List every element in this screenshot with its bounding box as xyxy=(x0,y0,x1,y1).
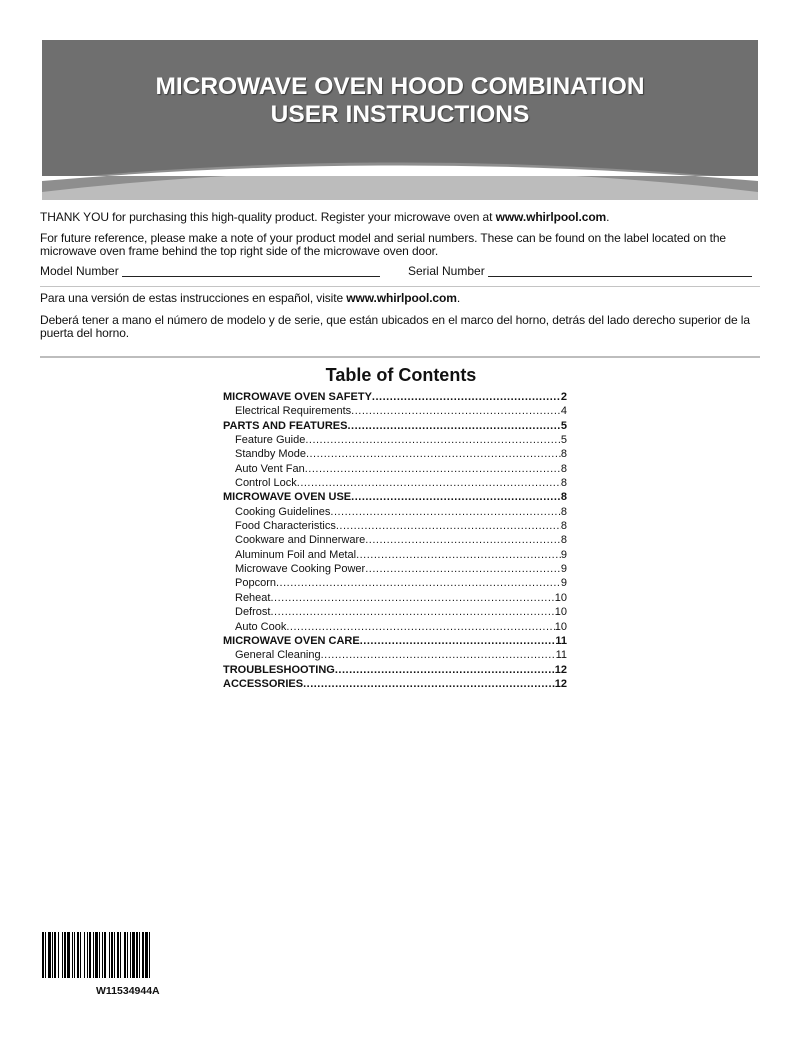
toc-entry-leader xyxy=(351,405,561,417)
toc-entry-label: MICROWAVE OVEN USE xyxy=(223,491,352,504)
website-link[interactable]: www.whirlpool.com xyxy=(495,210,607,224)
barcode-bar xyxy=(80,932,81,978)
toc-entry-label: Feature Guide xyxy=(235,434,306,447)
toc-entry-label: Microwave Cooking Power xyxy=(235,563,366,576)
barcode-bar xyxy=(74,932,75,978)
toc-entry[interactable] xyxy=(223,592,567,606)
toc-entry-page: 8 xyxy=(560,520,567,533)
toc-entry-leader xyxy=(270,606,554,618)
toc-entry[interactable] xyxy=(223,606,567,620)
toc-entry-leader xyxy=(276,577,561,589)
serial-number-line[interactable] xyxy=(488,265,752,277)
barcode-bar xyxy=(127,932,128,978)
toc-entry-page: 4 xyxy=(560,405,567,418)
toc-entry[interactable] xyxy=(223,434,567,448)
barcode-bar xyxy=(132,932,135,978)
toc-entry-leader xyxy=(336,520,561,532)
barcode-bar xyxy=(58,932,59,978)
toc-entry[interactable] xyxy=(223,405,567,419)
thanks-end: . xyxy=(606,210,610,224)
toc-entry-label: MICROWAVE OVEN CARE xyxy=(223,634,360,647)
barcode-bar xyxy=(145,932,148,978)
toc-entry-leader xyxy=(360,635,556,647)
toc-entry-page: 2 xyxy=(560,391,567,403)
toc-entry[interactable] xyxy=(223,448,567,462)
barcode-bar xyxy=(109,932,110,978)
barcode-bar xyxy=(64,932,66,978)
barcode-bar xyxy=(114,932,115,978)
divider-1 xyxy=(40,286,760,287)
toc-entry[interactable] xyxy=(223,649,567,663)
barcode-bar xyxy=(54,932,56,978)
toc-entry-label: Aluminum Foil and Metal xyxy=(235,548,357,561)
toc-entry-page: 12 xyxy=(554,677,567,690)
toc-entry-leader xyxy=(303,678,555,690)
header-banner xyxy=(42,40,758,200)
toc-entry[interactable] xyxy=(223,563,567,577)
barcode-bar xyxy=(95,932,98,978)
toc-entry-label: MICROWAVE OVEN SAFETY xyxy=(223,391,372,403)
toc-entry-leader xyxy=(306,448,561,460)
toc-entry-label: Cooking Guidelines xyxy=(235,505,331,518)
toc-entry-label: Food Characteristics xyxy=(235,520,336,533)
barcode-bar xyxy=(120,932,121,978)
barcode-bar xyxy=(72,932,73,978)
toc-entry-leader xyxy=(321,649,556,661)
barcode-bar xyxy=(84,932,85,978)
barcode-bar xyxy=(89,932,91,978)
thanks-text: THANK YOU for purchasing this high-quality product. Register your microwave oven at xyxy=(40,210,496,224)
barcode-bar xyxy=(139,932,140,978)
toc-entry-page: 8 xyxy=(560,534,567,547)
toc-entry-label: Standby Mode xyxy=(235,448,306,461)
barcode-bar xyxy=(67,932,70,978)
barcode-bar xyxy=(77,932,79,978)
toc-entry[interactable] xyxy=(223,534,567,548)
toc-entry-label: Auto Cook xyxy=(235,620,287,633)
toc-entry-page: 9 xyxy=(560,548,567,561)
toc-entry[interactable] xyxy=(223,391,567,405)
barcode-bar xyxy=(102,932,103,978)
toc-entry-page: 10 xyxy=(554,591,567,604)
toc-entry[interactable] xyxy=(223,621,567,635)
toc-entry-page: 5 xyxy=(560,434,567,447)
toc-entry-label: Popcorn xyxy=(235,577,276,590)
barcode-bar xyxy=(87,932,88,978)
barcode-bar xyxy=(142,932,144,978)
barcode-bar xyxy=(52,932,53,978)
barcode-bar xyxy=(45,932,46,978)
toc-entry-label: Electrical Requirements xyxy=(235,405,352,418)
toc-entry-leader xyxy=(305,463,561,475)
barcode-bar xyxy=(99,932,100,978)
toc-entry-page: 9 xyxy=(560,577,567,590)
toc-entry-label: TROUBLESHOOTING xyxy=(223,663,335,676)
toc-entry[interactable] xyxy=(223,463,567,477)
toc-entry[interactable] xyxy=(223,678,567,692)
toc-entry-leader xyxy=(365,563,561,575)
toc-entry-leader xyxy=(286,621,554,633)
toc-entry[interactable] xyxy=(223,477,567,491)
toc-entry-label: Defrost xyxy=(235,606,271,619)
reference-paragraph: For future reference, please make a note of your product model and serial numbers. These can be found on the label located on the microwave oven frame behind the top right side of the microwave oven door. xyxy=(40,231,726,258)
toc-entry-page: 8 xyxy=(560,477,567,490)
toc-title: Table of Contents xyxy=(325,365,477,385)
toc-entry-leader xyxy=(356,549,561,561)
toc-entry[interactable] xyxy=(223,506,567,520)
barcode-bar xyxy=(136,932,138,978)
thanks-paragraph xyxy=(40,211,760,224)
barcode-bar xyxy=(149,932,150,978)
toc-entry-leader xyxy=(351,491,561,503)
toc-entry-page: 10 xyxy=(554,606,567,619)
spanish-paragraph xyxy=(40,292,760,305)
toc-entry-page: 5 xyxy=(560,419,567,432)
toc-entry-label: Cookware and Dinnerware xyxy=(235,534,366,547)
toc-entry-page: 8 xyxy=(560,462,567,475)
toc-entry-page: 11 xyxy=(555,649,567,662)
toc-entry-label: Auto Vent Fan xyxy=(235,462,305,475)
toc-entry-label: PARTS AND FEATURES xyxy=(223,419,348,432)
title-line-1: MICROWAVE OVEN HOOD COMBINATION xyxy=(155,73,645,100)
spanish-text: Para una versión de estas instrucciones en español, visite xyxy=(40,291,347,305)
model-number-line[interactable] xyxy=(122,265,380,277)
toc-entry[interactable] xyxy=(223,635,567,649)
serial-number-label: Serial Number xyxy=(408,264,485,278)
barcode-bar xyxy=(93,932,94,978)
barcode-bar xyxy=(104,932,106,978)
toc-entry-label: General Cleaning xyxy=(235,649,321,662)
barcode-image xyxy=(42,932,230,978)
toc-entry-leader xyxy=(270,592,554,604)
barcode-bar xyxy=(62,932,63,978)
toc-entry-label: Control Lock xyxy=(235,477,297,490)
model-number-label: Model Number xyxy=(40,264,119,278)
title-line-2: USER INSTRUCTIONS xyxy=(270,101,530,128)
toc-entry-page: 8 xyxy=(560,491,567,504)
toc-entry-leader xyxy=(372,391,561,403)
spanish-reference-paragraph: Deberá tener a mano el número de modelo y de serie, que están ubicados en el marco del horno, detrás del lado derecho superior de la puerta del horno. xyxy=(40,313,750,340)
toc-entry-label: ACCESSORIES xyxy=(223,677,304,690)
barcode-bar xyxy=(117,932,119,978)
spanish-end: . xyxy=(456,291,461,305)
toc-entry[interactable] xyxy=(223,549,567,563)
toc-entry-page: 10 xyxy=(554,620,567,633)
barcode-bar xyxy=(42,932,44,978)
toc-entry-leader xyxy=(330,506,560,518)
spanish-website-link[interactable]: www.whirlpool.com xyxy=(346,291,457,305)
toc-entry-leader xyxy=(347,420,560,432)
barcode-number: W11534944A xyxy=(96,985,160,997)
barcode-bar xyxy=(124,932,126,978)
toc-entry-page: 11 xyxy=(555,634,567,647)
toc-entry-page: 8 xyxy=(560,505,567,518)
barcode-bar xyxy=(130,932,131,978)
toc-entry[interactable] xyxy=(223,420,567,434)
toc-entry-leader xyxy=(305,434,561,446)
model-number-field[interactable] xyxy=(40,265,380,278)
barcode-bar xyxy=(111,932,113,978)
toc-entry-leader xyxy=(335,664,555,676)
toc-entry-leader xyxy=(365,534,561,546)
toc-entry[interactable] xyxy=(223,491,567,505)
divider-2 xyxy=(40,356,760,358)
serial-number-field[interactable] xyxy=(408,265,752,278)
document-title xyxy=(42,73,758,129)
toc-entry[interactable] xyxy=(223,664,567,678)
toc-entry[interactable] xyxy=(223,577,567,591)
toc-entry-leader xyxy=(297,477,561,489)
table-of-contents xyxy=(223,391,567,692)
toc-entry-page: 9 xyxy=(560,563,567,576)
toc-entry-label: Reheat xyxy=(235,591,271,604)
barcode-bar xyxy=(48,932,51,978)
toc-entry[interactable] xyxy=(223,520,567,534)
toc-entry-page: 8 xyxy=(560,448,567,461)
toc-entry-page: 12 xyxy=(554,663,567,676)
